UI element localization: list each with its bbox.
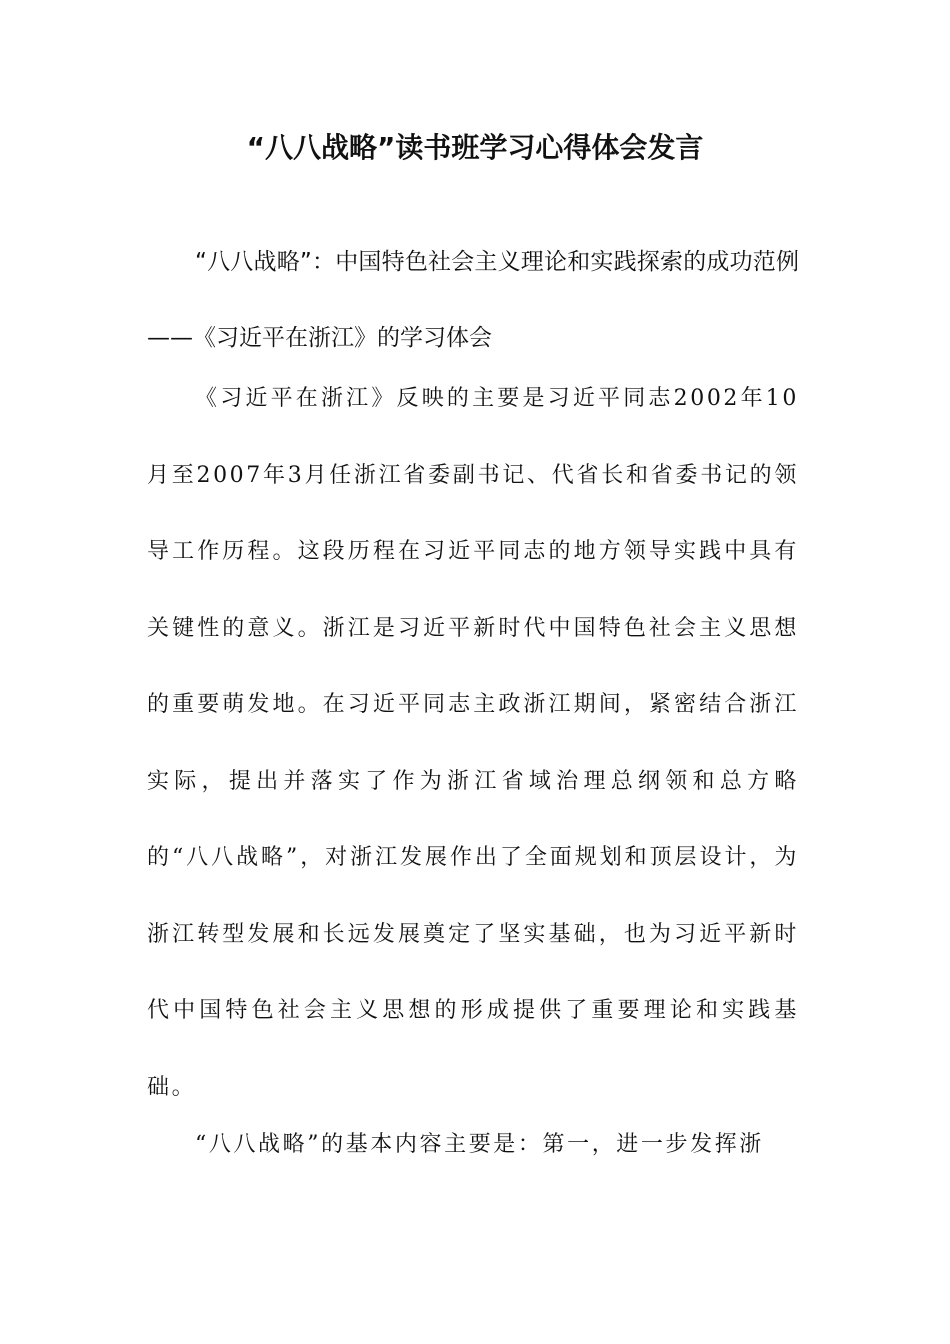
document-title: “八八战略”读书班学习心得体会发言	[246, 131, 704, 164]
body-paragraph-2: “八八战略”的基本内容主要是：第一，进一步发挥浙	[195, 1132, 764, 1157]
document-subtitle: “八八战略”：中国特色社会主义理论和实践探索的成功范例——《习近平在浙江》的学习体会	[147, 249, 799, 351]
body-paragraph-1: 《习近平在浙江》反映的主要是习近平同志2002年10月至2007年3月任浙江省委副书记、代省长和省委书记的领导工作历程。这段历程在习近平同志的地方领导实践中具有关键性的意义。浙江是习近平新时代中国特色社会主义思想的重要萌发地。在习近平同志主政浙江期间，紧密结合浙江实际，提出并落实了作为浙江省域治理总纲领和总方略的“八八战略”，对浙江发展作出了全面规划和顶层设计，为浙江转型发展和长远发展奠定了坚实基础，也为习近平新时代中国特色社会主义思想的形成提供了重要理论和实践基础。	[147, 386, 799, 1100]
